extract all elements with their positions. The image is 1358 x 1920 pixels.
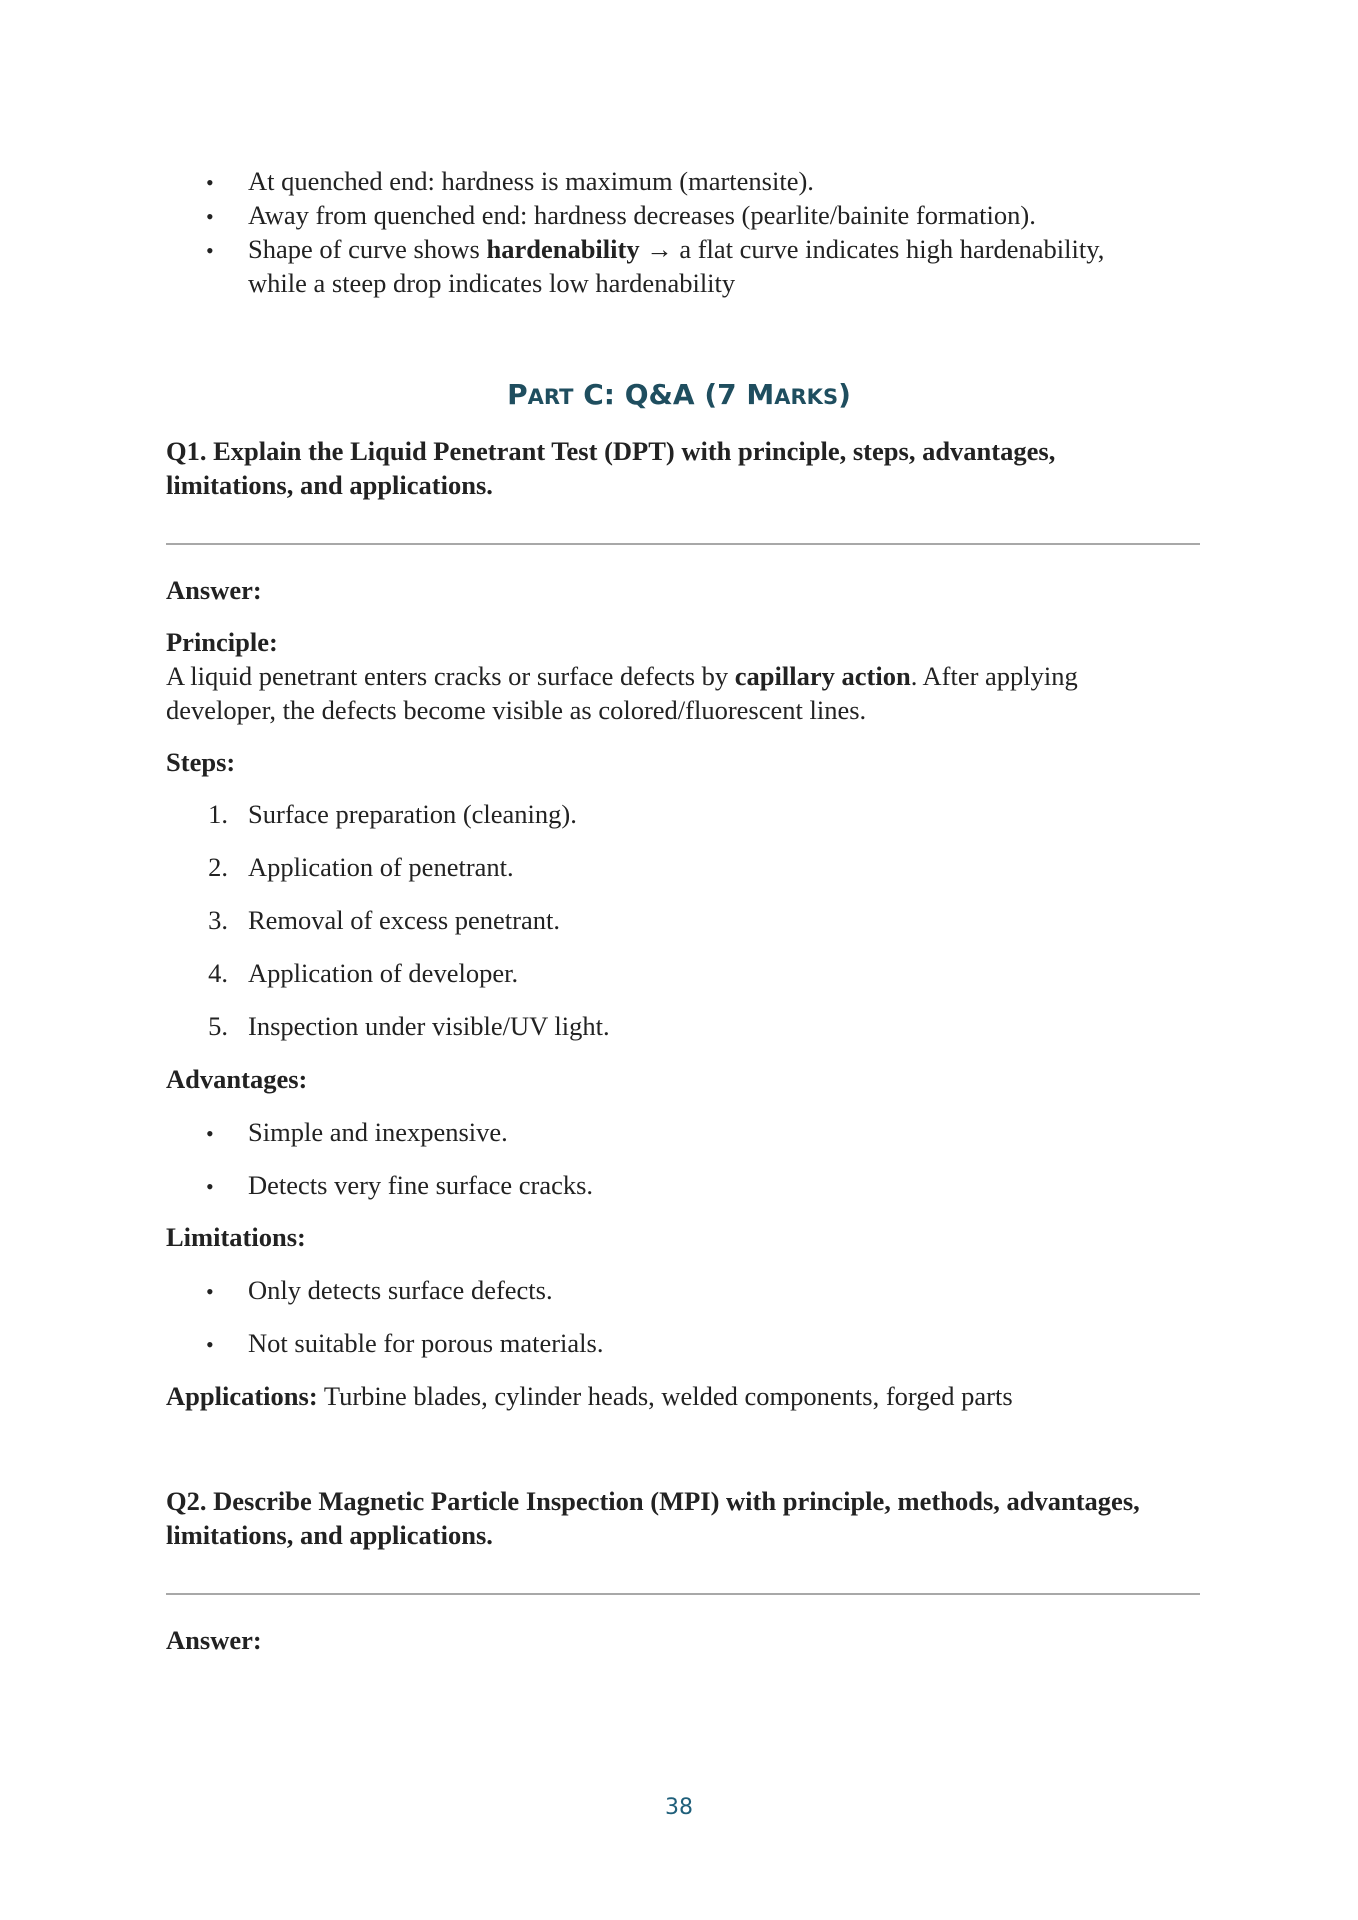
steps-label: Steps:: [166, 747, 236, 777]
q2-answer-label: Answer:: [166, 1625, 262, 1655]
advantages-label: Advantages:: [166, 1064, 308, 1094]
horizontal-divider: [166, 1593, 1200, 1595]
q1-question-line2: limitations, and applications.: [166, 470, 493, 500]
step-number: 4.: [208, 958, 228, 988]
page-number: 38: [665, 1795, 693, 1820]
section-heading: [0, 375, 1358, 417]
horizontal-divider: [166, 543, 1200, 545]
heading-part-smallcaps: ART: [527, 385, 574, 409]
bullet-icon: •: [206, 1174, 214, 1199]
principle-text-post: . After applying: [910, 661, 1078, 691]
step-item: Inspection under visible/UV light.: [248, 1011, 610, 1041]
intro-bullet3-bold: hardenability: [486, 234, 640, 264]
q1-answer-label: Answer:: [166, 575, 262, 605]
step-number: 5.: [208, 1011, 228, 1041]
q2-question-line2: limitations, and applications.: [166, 1520, 493, 1550]
advantage-item: Detects very fine surface cracks.: [248, 1170, 594, 1200]
limitation-item: Only detects surface defects.: [248, 1275, 553, 1305]
q2-question-line1: Q2. Describe Magnetic Particle Inspection (MPI) with principle, methods, advantages,: [166, 1486, 1140, 1516]
applications-line: [166, 1379, 1013, 1413]
principle-text: [166, 659, 1078, 693]
intro-bullet-text: Away from quenched end: hardness decreases (pearlite/bainite formation).: [248, 200, 1036, 230]
bullet-icon: •: [206, 1121, 214, 1146]
bullet-icon: •: [206, 238, 214, 263]
advantage-item: Simple and inexpensive.: [248, 1117, 508, 1147]
intro-bullet-text: [248, 232, 1104, 266]
applications-label: Applications:: [166, 1381, 318, 1411]
bullet-icon: •: [206, 1279, 214, 1304]
principle-label: Principle:: [166, 627, 278, 657]
principle-text-line2: developer, the defects become visible as colored/fluorescent lines.: [166, 695, 867, 725]
intro-bullet3-line2: while a steep drop indicates low hardenability: [248, 268, 736, 298]
heading-part-initial: P: [507, 378, 528, 411]
limitations-label: Limitations:: [166, 1222, 306, 1252]
step-number: 1.: [208, 799, 228, 829]
intro-bullet3-post: → a flat curve indicates high hardenability,: [639, 234, 1105, 264]
heading-close: ): [838, 378, 851, 411]
intro-bullet3-pre: Shape of curve shows: [248, 234, 487, 264]
step-item: Application of penetrant.: [248, 852, 514, 882]
step-item: Surface preparation (cleaning).: [248, 799, 577, 829]
step-number: 2.: [208, 852, 228, 882]
step-item: Removal of excess penetrant.: [248, 905, 560, 935]
principle-text-bold: capillary action: [734, 661, 911, 691]
applications-text: Turbine blades, cylinder heads, welded components, forged parts: [317, 1381, 1013, 1411]
heading-marks-smallcaps: ARKS: [774, 385, 839, 409]
limitation-item: Not suitable for porous materials.: [248, 1328, 604, 1358]
heading-middle: C: Q&A (7 M: [573, 378, 775, 411]
bullet-icon: •: [206, 204, 214, 229]
intro-bullet-text: At quenched end: hardness is maximum (martensite).: [248, 166, 814, 196]
bullet-icon: •: [206, 1332, 214, 1357]
q1-question-line1: Q1. Explain the Liquid Penetrant Test (DPT) with principle, steps, advantages,: [166, 436, 1056, 466]
bullet-icon: •: [206, 170, 214, 195]
step-number: 3.: [208, 905, 228, 935]
step-item: Application of developer.: [248, 958, 519, 988]
principle-text-pre: A liquid penetrant enters cracks or surface defects by: [166, 661, 735, 691]
